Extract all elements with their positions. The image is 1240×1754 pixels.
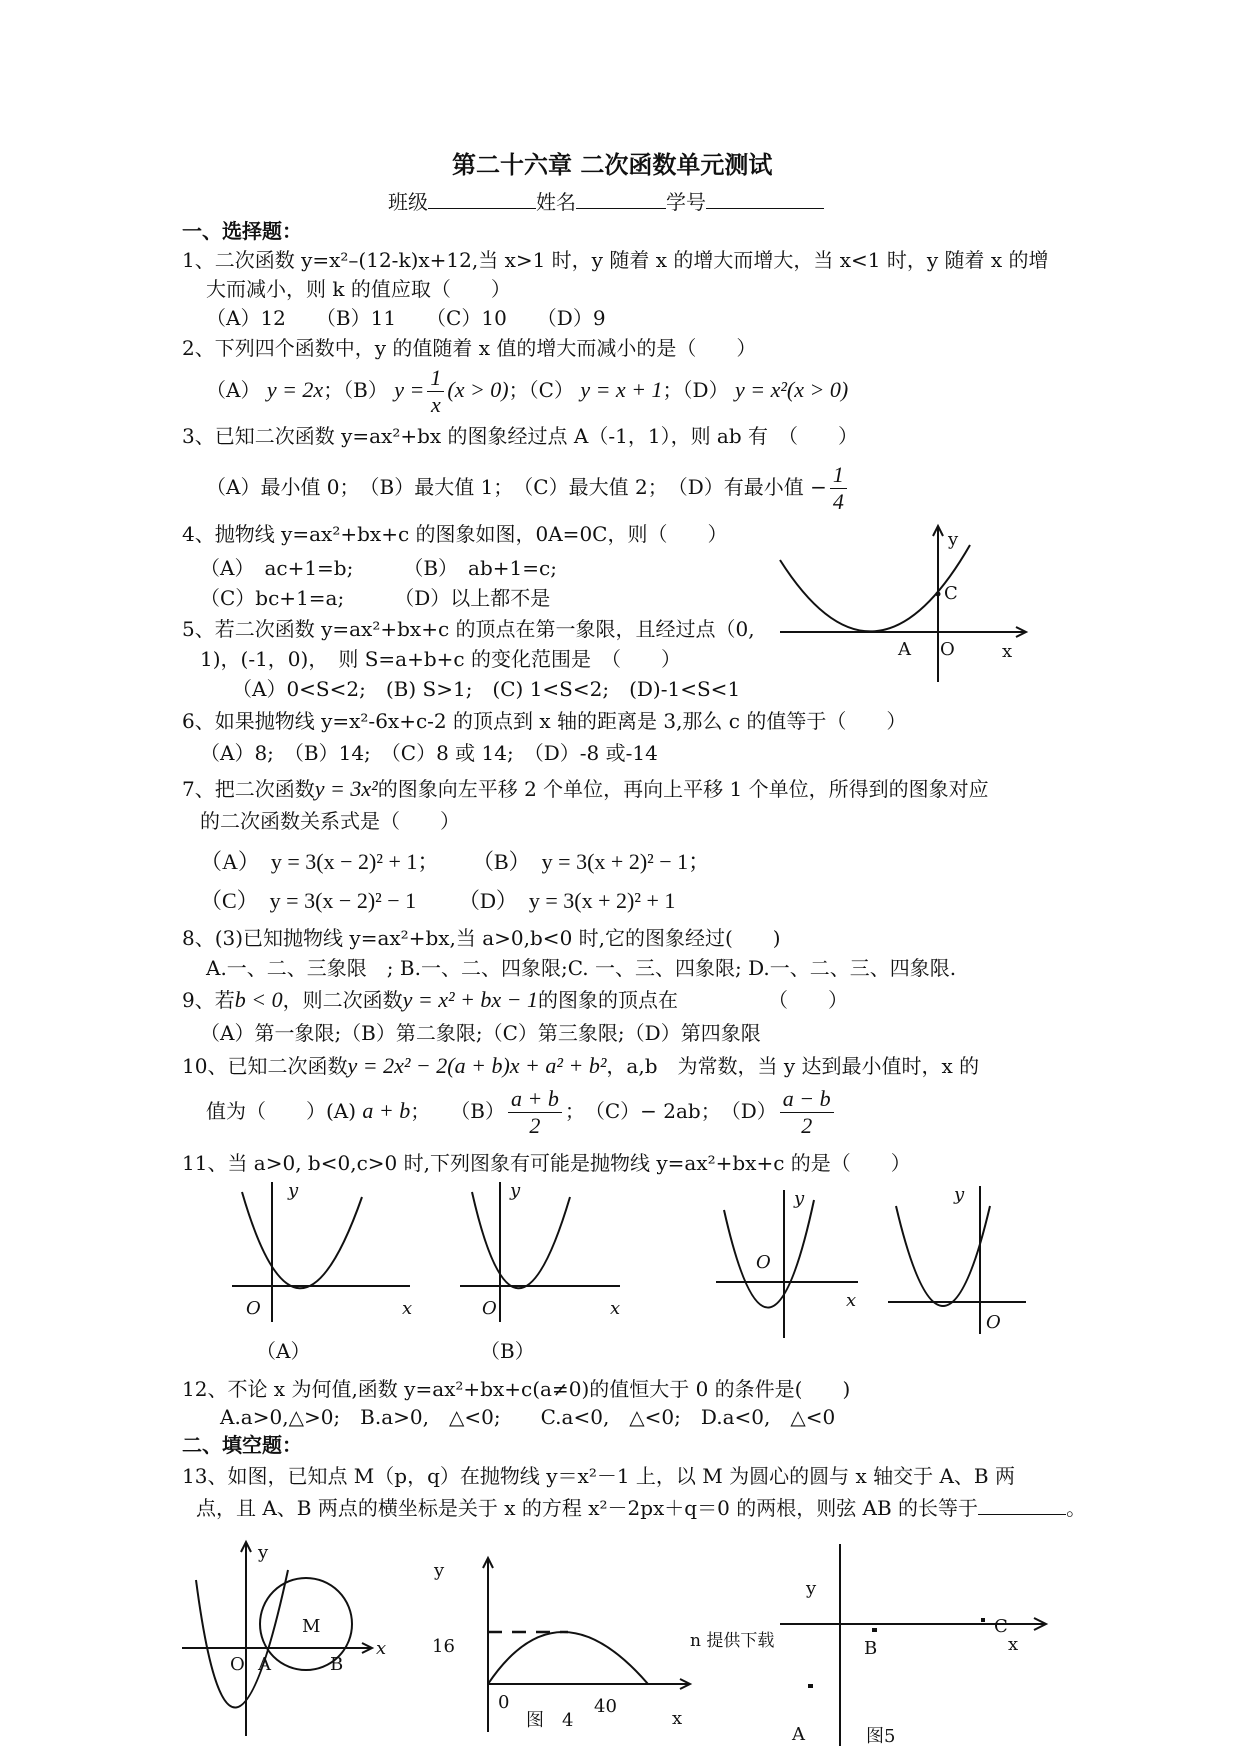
page-title: 第二十六章 二次函数单元测试 (452, 151, 773, 179)
q9-post: 的图象的顶点在 （ ） (538, 988, 849, 1012)
q2-opt-a-label: （A） (206, 378, 261, 402)
zero-label: 0 (498, 1692, 510, 1713)
q10-pre: 10、已知二次函数 (182, 1054, 348, 1078)
q2-opt-b-post: (x > 0) (447, 377, 509, 402)
q2-opt-c-label: ；（C） (508, 378, 574, 402)
q11-caption-a: （A） (256, 1339, 311, 1363)
q7-opt-c: （C） y = 3(x − 2)² − 1 (200, 888, 417, 913)
q2-opt-b-label: ；（B） (323, 378, 388, 402)
q7-pre: 7、把二次函数 (182, 777, 315, 801)
q8-stem: 8、(3)已知抛物线 y=ax²+bx,当 a>0,b<0 时,它的图象经过( ) (182, 926, 781, 950)
y-label: y (948, 529, 959, 550)
q13-answer-blank (978, 1494, 1066, 1515)
name-blank (576, 188, 666, 209)
student-info-row (388, 188, 824, 215)
b-label: B (864, 1638, 878, 1659)
q2-opt-a: y = 2x (266, 377, 324, 402)
q9-stem (182, 987, 848, 1013)
q1-options: （A）12 （B）11 （C）10 （D）9 (206, 306, 606, 330)
q9-math2: y = x² + bx − 1 (402, 987, 539, 1012)
x-label: x (402, 1298, 413, 1319)
q7-post: 的图象向左平移 2 个单位，再向上平移 1 个单位，所得到的图象对应 (377, 777, 989, 801)
q7-opt-b: （B） y = 3(x + 2)² − 1； (472, 849, 711, 874)
b-label: B (330, 1654, 344, 1675)
origin-label: O (940, 639, 955, 660)
q5-options: （A）0<S<2; (B) S>1; (C) 1<S<2; (D)-1<S<1 (232, 677, 741, 701)
q11-graph-c (714, 1190, 864, 1340)
fig4-arch-graph (428, 1540, 698, 1740)
q3-options-row (206, 462, 850, 515)
q2-opt-c: y = x + 1 (580, 377, 663, 402)
fraction-numerator: a + b (508, 1086, 562, 1113)
value-16-label: 16 (432, 1636, 455, 1657)
q5-line1: 5、若二次函数 y=ax²+bx+c 的顶点在第一象限，且经过点（0, (182, 617, 755, 641)
q9-math1: b < 0 (234, 987, 283, 1012)
q5-line2: 1)，(-1，0)， 则 S=a+b+c 的变化范围是 （ ） (200, 647, 681, 671)
fraction-numerator: 1 (830, 462, 847, 489)
class-blank (428, 188, 536, 209)
q4-stem: 4、抛物线 y=ax²+bx+c 的图象如图，0A=0C，则（ ） (182, 522, 728, 546)
fraction-numerator: 1 (427, 365, 444, 392)
y-label: y (258, 1542, 269, 1563)
id-label: 学号 (666, 190, 706, 214)
c-label: C (994, 1616, 1008, 1637)
y-label: y (794, 1188, 805, 1209)
x-label: x (846, 1290, 857, 1311)
q3-fraction (830, 462, 847, 515)
parabola-curve (472, 1192, 570, 1288)
q13-line2: 点，且 A、B 两点的横坐标是关于 x 的方程 x²－2px＋q＝0 的两根，则弦 AB 的长等于 (196, 1496, 979, 1520)
y-label: y (510, 1180, 521, 1201)
q12-stem: 12、不论 x 为何值,函数 y=ax²+bx+c(a≠0)的值恒大于 0 的条件是( ) (182, 1377, 851, 1401)
q11-caption-b: （B） (480, 1339, 535, 1363)
q3-options: （A）最小值 0； （B）最大值 1； （C）最大值 2； （D）有最小值 − (206, 475, 827, 499)
x-label: x (672, 1708, 683, 1729)
watermark-text: n 提供下载 (690, 1631, 775, 1651)
id-blank (706, 188, 824, 209)
q11-graph-d (888, 1186, 1038, 1336)
m-label: M (302, 1616, 321, 1637)
fig5-caption: 图5 (866, 1726, 896, 1747)
y-label: y (806, 1578, 817, 1599)
section-heading-choice: 一、选择题： (182, 219, 302, 243)
q10-post: ，a,b 为常数，当 y 达到最小值时，x 的 (606, 1054, 980, 1078)
x-label: x (1002, 641, 1013, 662)
q10-opt-d-fraction (780, 1086, 834, 1139)
point-c (936, 592, 941, 597)
q4-parabola-figure (780, 525, 1040, 685)
q11-graph-b (460, 1182, 630, 1332)
name-label: 姓名 (536, 190, 576, 214)
q12-options: A.a>0,△>0; B.a>0, △<0; C.a<0, △<0; D.a<0, △<0 (220, 1405, 836, 1429)
point-c (981, 1618, 985, 1622)
fig4-caption: 图 4 (526, 1710, 574, 1731)
point-b (872, 1628, 877, 1632)
q2-opt-d-label: ；（D） (662, 378, 729, 402)
y-label: y (288, 1180, 299, 1201)
y-label: y (954, 1184, 965, 1205)
q9-options: （A）第一象限;（B）第二象限;（C）第三象限;（D）第四象限 (200, 1021, 761, 1045)
origin-label: O (756, 1252, 771, 1273)
q13-end: 。 (1066, 1496, 1087, 1520)
forty-label: 40 (594, 1696, 617, 1717)
y-label: y (434, 1560, 445, 1581)
q7-line1 (182, 776, 989, 802)
q10-opt-d-label: （D） (730, 1099, 777, 1123)
q1-line2: 大而减小，则 k 的值应取（ ） (206, 277, 511, 301)
q10-math: y = 2x² − 2(a + b)x + a² + b² (347, 1053, 607, 1078)
q10-stem (182, 1053, 979, 1079)
origin-label: O (230, 1654, 245, 1675)
fraction-denominator: 2 (529, 1113, 541, 1138)
q8-options: A.一、二、三象限 ; B.一、二、四象限;C. 一、三、四象限; D.一、二、三、四象限. (206, 956, 957, 980)
arch-curve (488, 1632, 648, 1684)
fraction-denominator: 4 (832, 489, 844, 514)
q4-options-cd: （C）bc+1=a; （D）以上都不是 (200, 586, 551, 610)
class-label: 班级 (388, 190, 428, 214)
fig3-circle-parabola (180, 1540, 390, 1740)
fig5-points (780, 1540, 1050, 1750)
section-heading-fill: 二、填空题： (182, 1433, 302, 1457)
a-label: A (258, 1654, 271, 1675)
q7-opt-d: （D） y = 3(x + 2)² + 1 (458, 888, 676, 913)
q7-math: y = 3x² (314, 776, 378, 801)
x-label: x (1008, 1634, 1019, 1655)
fraction-numerator: a − b (780, 1086, 834, 1113)
origin-label: O (986, 1312, 1001, 1333)
q13-line1: 13、如图，已知点 M（p，q）在抛物线 y＝x²－1 上，以 M 为圆心的圆与 x 轴交于 A、B 两 (182, 1464, 1015, 1488)
parabola-curve (896, 1206, 990, 1306)
q2-options (206, 365, 848, 418)
point-a (808, 1684, 813, 1688)
q2-opt-b-pre: y = (394, 377, 425, 402)
q2-stem: 2、下列四个函数中，y 的值随着 x 值的增大而减小的是（ ） (182, 336, 757, 360)
a-label: A (898, 639, 911, 660)
q13-line2-row (196, 1494, 1086, 1521)
parabola-curve (242, 1192, 362, 1288)
parabola-curve (780, 545, 970, 631)
c-label: C (944, 583, 958, 604)
q10-opt-b-fraction (508, 1086, 562, 1139)
q10-line2-pre: 值为（ ）(A) (206, 1099, 357, 1123)
q10-options-row (206, 1086, 837, 1139)
q9-pre: 9、若 (182, 988, 235, 1012)
q10-opt-c: ； （C）− 2ab； (564, 1099, 711, 1123)
q2-opt-d: y = x²(x > 0) (734, 377, 849, 402)
origin-label: O (246, 1298, 261, 1319)
q3-stem: 3、已知二次函数 y=ax²+bx 的图象经过点 A（-1，1），则 ab 有 （ ） (182, 424, 859, 448)
q10-opt-a: a + b (362, 1098, 411, 1123)
fraction-denominator: x (430, 392, 441, 417)
q7-opt-a: （A） y = 3(x − 2)² + 1； (200, 849, 440, 874)
q11-stem: 11、当 a>0, b<0,c>0 时,下列图象有可能是抛物线 y=ax²+bx+c 的是（ ） (182, 1151, 911, 1175)
a-label: A (792, 1724, 805, 1745)
q1-line1: 1、二次函数 y=x²–(12-k)x+12,当 x>1 时，y 随着 x 的增大而增大，当 x<1 时，y 随着 x 的增 (182, 248, 1049, 272)
q6-stem: 6、如果抛物线 y=x²-6x+c-2 的顶点到 x 轴的距离是 3,那么 c 的值等于（ ） (182, 709, 907, 733)
fraction-denominator: 2 (801, 1113, 813, 1138)
q4-options-ab: （A） ac+1=b; （B） ab+1=c; (200, 556, 557, 580)
x-label: x (610, 1298, 621, 1319)
q10-opt-b-label: ； （B） (410, 1099, 505, 1123)
origin-label: O (482, 1298, 497, 1319)
q7-line2: 的二次函数关系式是（ ） (200, 809, 460, 833)
q11-graph-a (232, 1182, 422, 1332)
q2-opt-b-fraction (427, 365, 444, 418)
q9-mid: ，则二次函数 (282, 988, 403, 1012)
x-label: x (376, 1638, 387, 1659)
q6-options: （A）8; （B）14; （C）8 或 14; （D）-8 或-14 (200, 741, 658, 765)
